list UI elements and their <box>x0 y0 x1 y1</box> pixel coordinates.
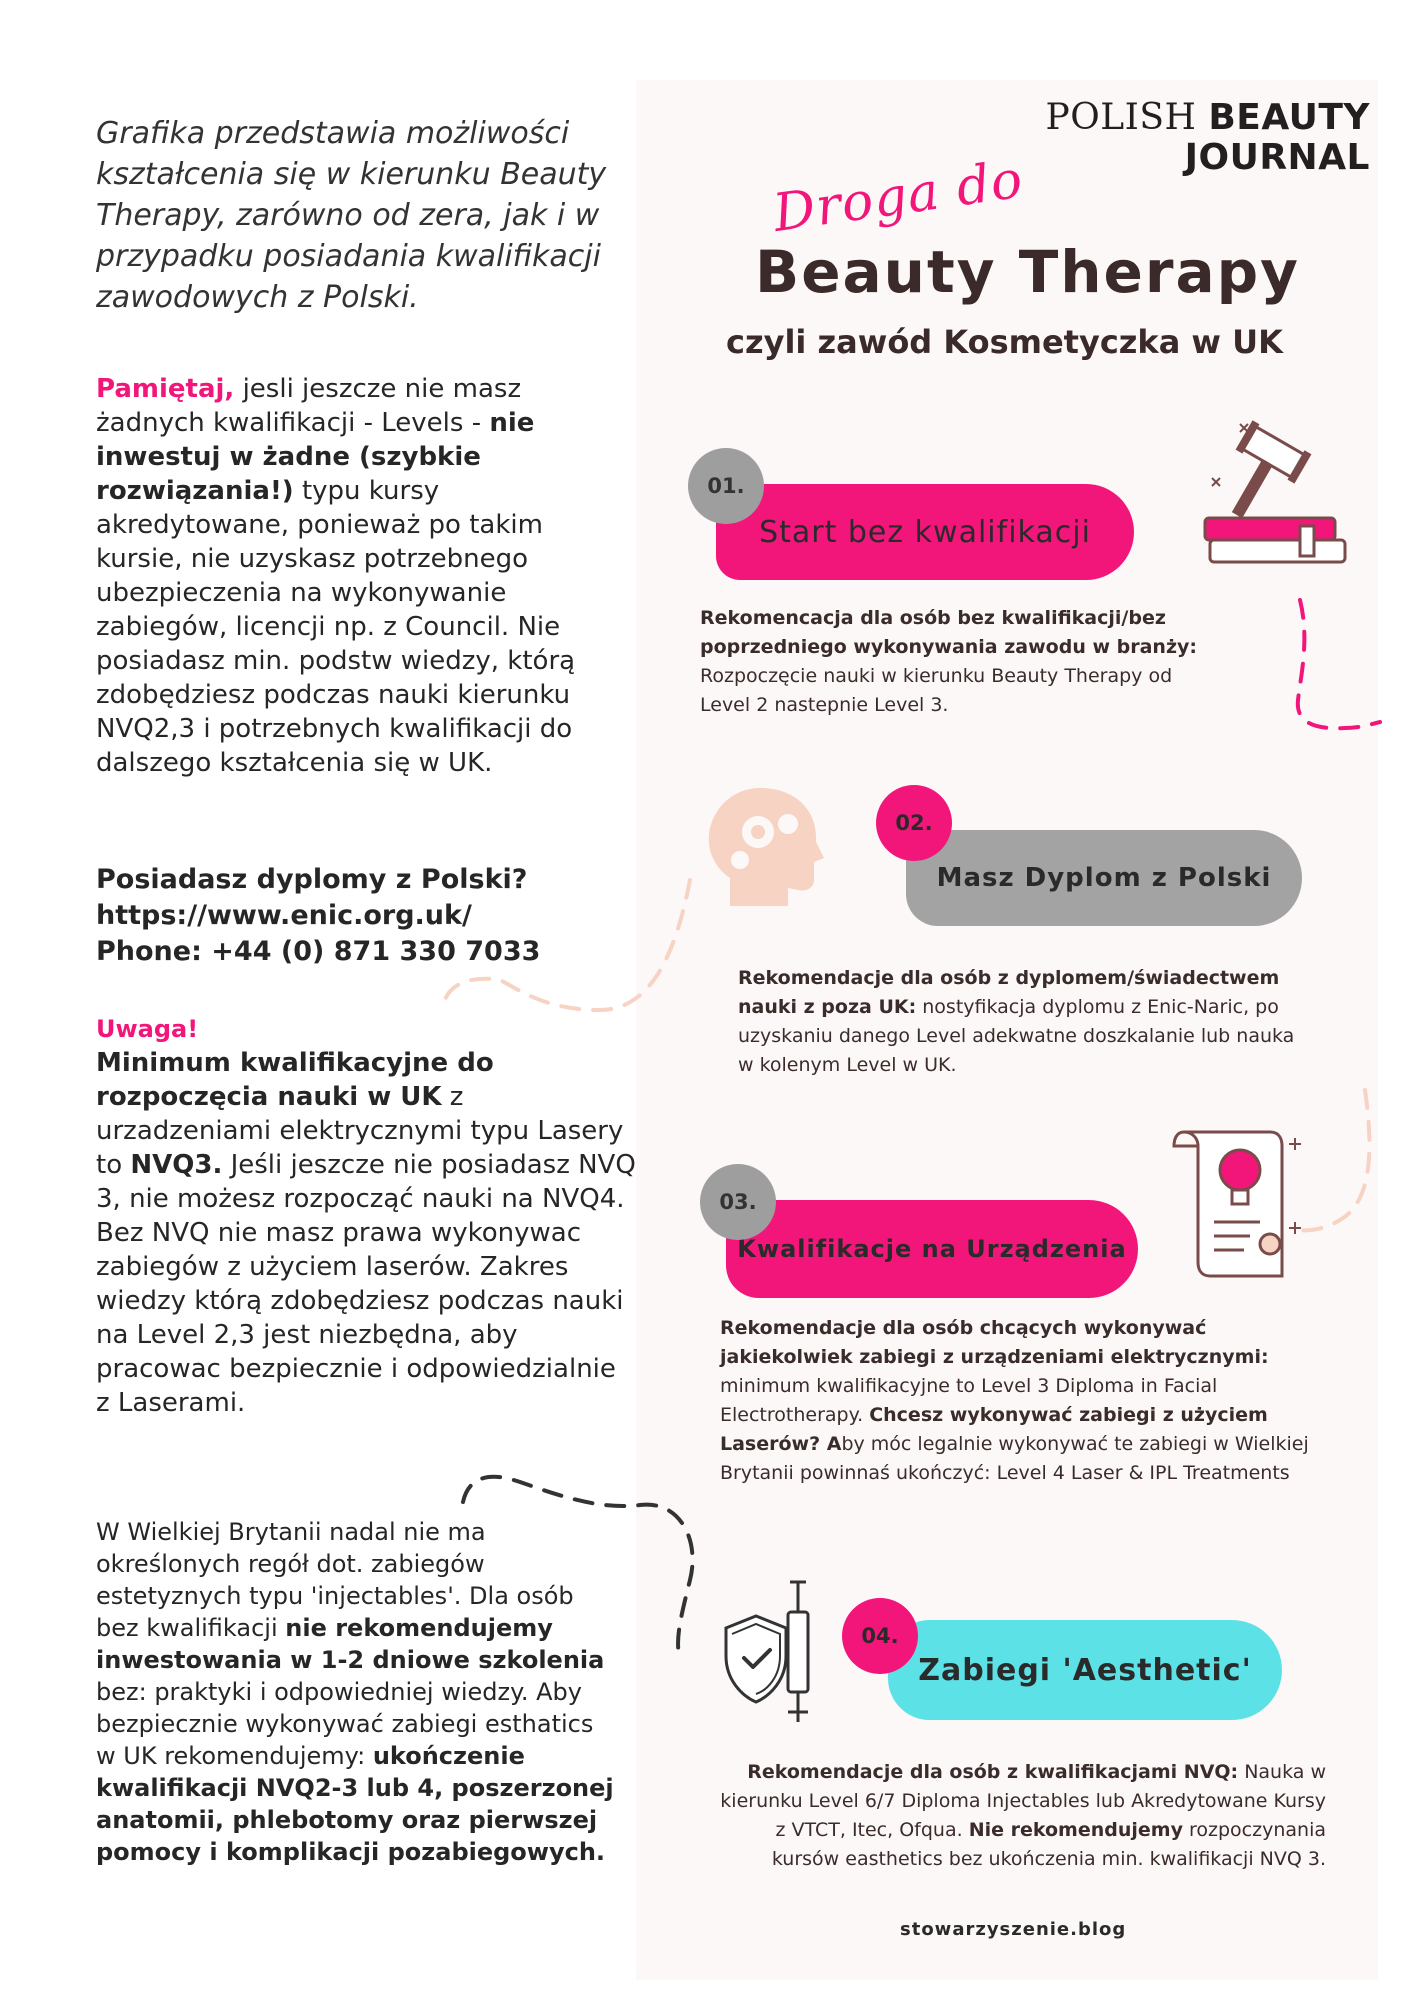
step2-number: 02. <box>876 785 952 861</box>
step3-rec-text-2: by móc legalnie wykonywać te zabiegi w Wielkiej Brytanii powinnaś ukończyć: Level 4 Laser & IPL Treatments <box>720 1433 1309 1484</box>
brand-journal: JOURNAL <box>1184 137 1370 178</box>
certificate-lightbulb-icon <box>1170 1126 1310 1286</box>
step4-recommendation <box>706 1758 1326 1874</box>
script-heading: Droga do <box>769 149 1027 244</box>
step4-rec-bold: Rekomendacje dla osób z kwalifikacjami NVQ: <box>747 1761 1239 1783</box>
step4-number: 04. <box>842 1598 918 1674</box>
p3-bold-2: ukończenie kwalifikacji NVQ2-3 lub 4, poszerzonej anatomii, phlebotomy oraz pierwszej pomocy i komplikacji pozabiegowych. <box>96 1742 614 1866</box>
gavel-books-icon <box>1200 418 1370 588</box>
step4-rec-text: Nauka w kierunku Level 6/7 Diploma Injectables lub Akredytowane Kursy z VTCT, Itec, Ofqua. <box>720 1761 1326 1841</box>
step1-number: 01. <box>688 448 764 524</box>
p3-bold-1: nie rekomendujemy inwestowania w 1-2 dniowe szkolenia <box>96 1614 605 1674</box>
uwaga-label: Uwaga! <box>96 1015 199 1043</box>
uwaga-text-a: z urzadzeniami elektrycznymi typu Lasery to <box>96 1082 624 1180</box>
step3-rec-bold: Rekomendacje dla osób chcących wykonywać jakiekolwiek zabiegi z urządzeniami elektrycznymi: <box>720 1317 1269 1368</box>
step2-title-pill <box>906 830 1302 926</box>
brand-beauty: BEAUTY <box>1208 97 1370 138</box>
step3-rec-bold-2: Chcesz wykonywać zabiegi z użyciem Laserów? A <box>720 1404 1268 1455</box>
step4-title-pill <box>888 1620 1282 1720</box>
step2-title: Masz Dyplom z Polski <box>936 863 1272 893</box>
step4-rec-text-2: rozpoczynania kursów easthetics bez ukończenia min. kwalifikacji NVQ 3. <box>771 1819 1326 1870</box>
shield-syringe-icon <box>686 1572 816 1732</box>
brand-polish: POLISH <box>1045 97 1197 138</box>
head-gears-icon <box>700 780 830 910</box>
step4-rec-bold-2: Nie rekomendujemy <box>968 1819 1183 1841</box>
p3-text-a: W Wielkiej Brytanii nadal nie ma określonych regół dot. zabiegów estetyznych typu 'injectables'. Dla osób bez kwalifikacji <box>96 1518 574 1642</box>
contact-phone: Phone: +44 (0) 871 330 7033 <box>96 936 541 967</box>
step3-rec-text: minimum kwalifikacyjne to Level 3 Diploma in Facial Electrotherapy. <box>720 1375 1218 1426</box>
main-title: Beauty Therapy <box>755 238 1300 306</box>
step1-rec-bold: Rekomencacja dla osób bez kwalifikacji/bez poprzedniego wykonywania zawodu w branży: <box>700 607 1197 658</box>
step1-title: Start bez kwalifikacji <box>759 514 1091 550</box>
step3-title-pill <box>726 1200 1138 1298</box>
step1-rec-text: Rozpoczęcie nauki w kierunku Beauty Therapy od Level 2 nastepnie Level 3. <box>700 665 1173 716</box>
step4-title: Zabiegi 'Aesthetic' <box>918 1652 1252 1688</box>
uwaga-bold-1: Minimum kwalifikacyjne do rozpoczęcia nauki w UK <box>96 1048 494 1112</box>
uwaga-text-b: Jeśli jeszcze nie posiadasz NVQ 3, nie możesz rozpocząć nauki na NVQ4. Bez NVQ nie masz prawa wykonywac zabiegów z użyciem laserów. Zakres wiedzy którą zdobędziesz podczas nauki na Level 2,3 jest niezbędna, aby pracowac bezpiecznie i odpowiedzialnie z Laserami. <box>96 1150 636 1418</box>
footer-url[interactable]: stowarzyszenie.blog <box>900 1919 1127 1940</box>
step3-title: Kwalifikacje na Urządzenia <box>737 1235 1127 1263</box>
step1-title-pill <box>716 484 1134 580</box>
step2-rec-text: nostyfikacja dyplomu z Enic-Naric, po uzyskaniu danego Level adekwatne doszkalanie lub nauka w kolenym Level w UK. <box>738 996 1295 1076</box>
enic-link[interactable]: https://www.enic.org.uk/ <box>96 900 472 931</box>
step1-recommendation <box>700 604 1200 720</box>
step3-number: 03. <box>700 1164 776 1240</box>
contact-question: Posiadasz dyplomy z Polski? <box>96 864 528 895</box>
step2-rec-bold: Rekomendacje dla osób z dyplomem/świadectwem nauki z poza UK: <box>738 967 1280 1018</box>
intro-text: Grafika przedstawia możliwości kształcenia się w kierunku Beauty Therapy, zarówno od zera, jak i w przypadku posiadania kwalifikacji zawodowych z Polski. <box>96 116 607 315</box>
p1-text-b: typu kursy akredytowane, ponieważ po takim kursie, nie uzyskasz potrzebnego ubezpieczenia na wykonywanie zabiegów, licencji np. z Council. Nie posiadasz min. podstw wiedzy, którą zdobędziesz podczas nauki kierunku NVQ2,3 i potrzebnych kwalifikacji do dalszego kształcenia się w UK. <box>96 476 576 778</box>
pamietaj-label: Pamiętaj, <box>96 374 235 404</box>
subtitle: czyli zawód Kosmetyczka w UK <box>726 323 1283 361</box>
uwaga-bold-2: NVQ3. <box>130 1150 223 1180</box>
p3-text-b: bez: praktyki i odpowiedniej wiedzy. Aby bezpiecznie wykonywać zabiegi esthatics w UK rekomendujemy: <box>96 1678 594 1770</box>
p1-bold: nie inwestuj w żadne (szybkie rozwiązania!) <box>96 408 535 506</box>
step3-recommendation <box>720 1314 1320 1488</box>
step2-recommendation <box>738 964 1298 1080</box>
p1-text-a: jesli jeszcze nie masz żadnych kwalifikacji - Levels - <box>96 374 522 438</box>
